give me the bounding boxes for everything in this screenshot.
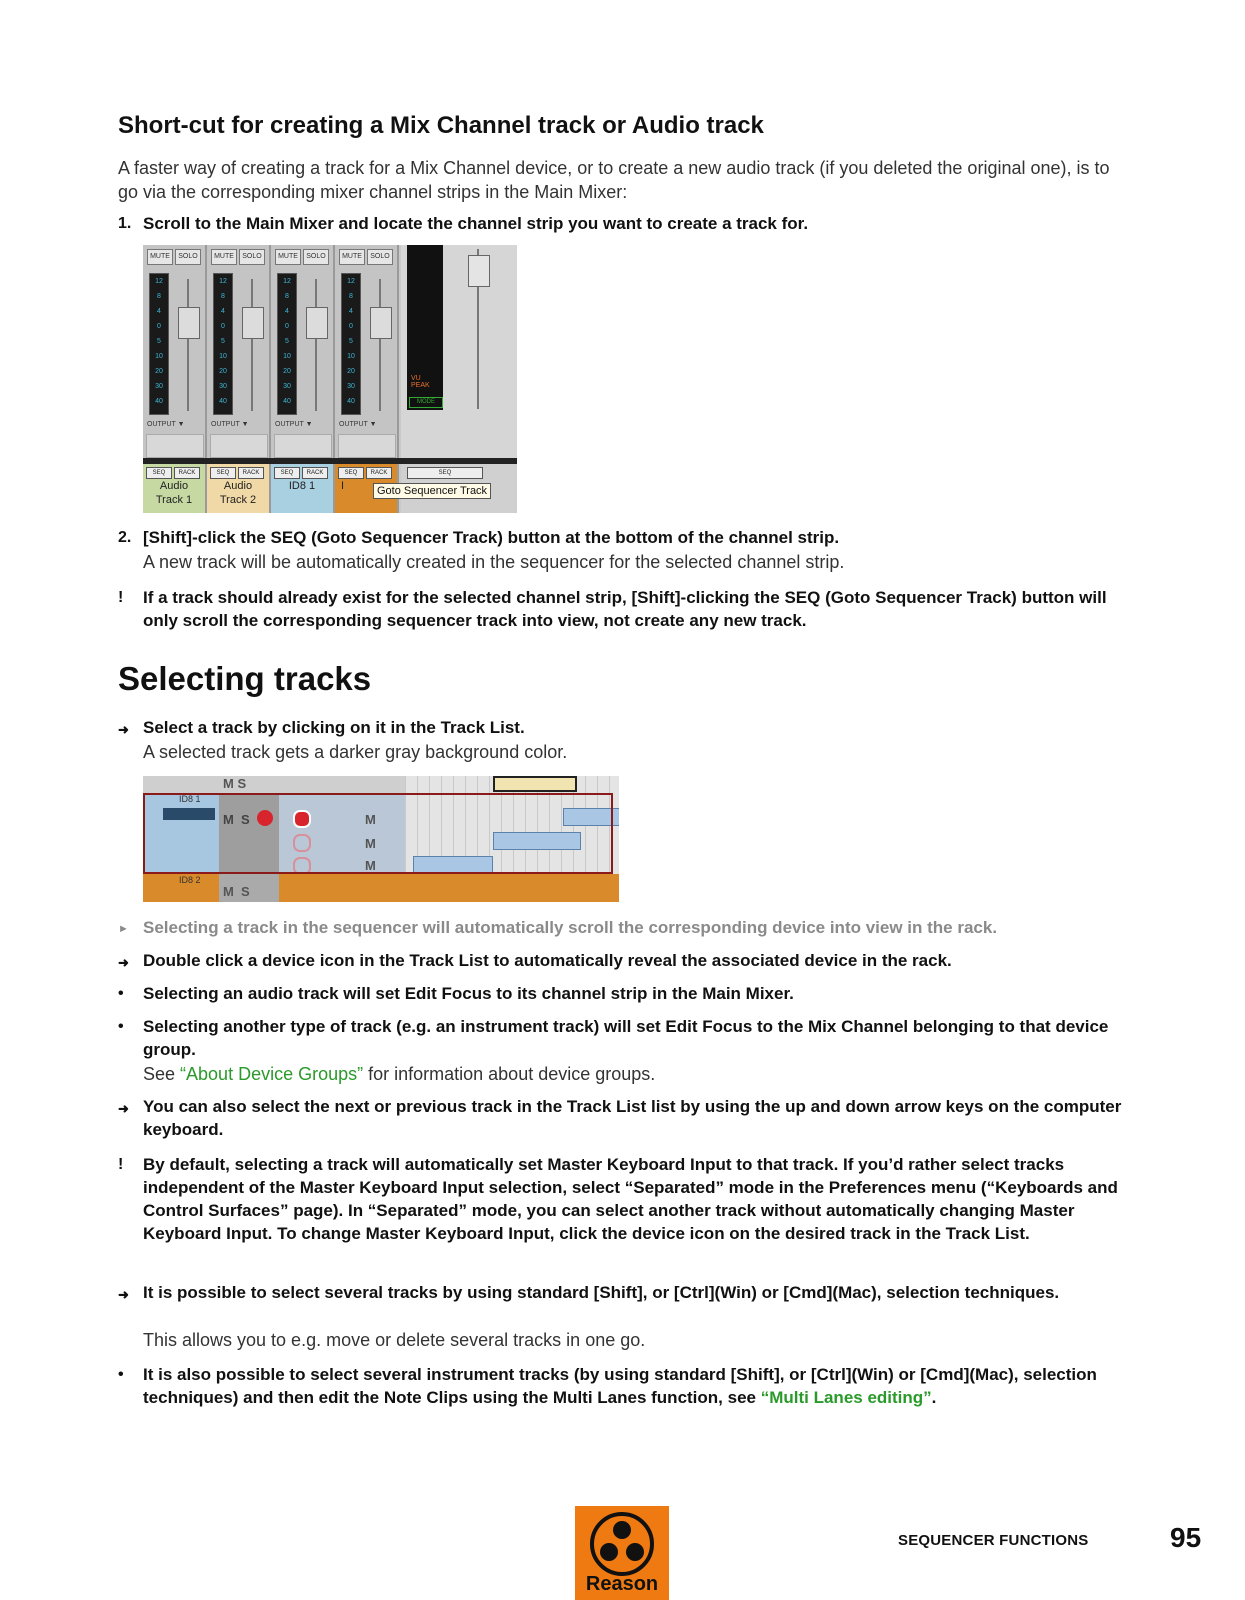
multi-lanes-editing-link[interactable]: “Multi Lanes editing” [760,1388,932,1407]
bullet: • [118,1018,124,1035]
note2-text: By default, selecting a track will automatically set Master Keyboard Input to that track. If you’d rather select tracks independent of the Master Keyboard Input selection, select “Separated” mode in the Preferences menu (“Keyboards and Control Surfaces” page). In “Separated” mode, you can select another track without automatically changing Master Keyboard Input. To change Master Keyboard Input, click the device icon on the desired track in the Track List. [143,1155,1118,1243]
arrow-marker: ➜ [118,722,129,737]
rack-button[interactable]: RACK [174,467,200,479]
seq-button-hovered[interactable]: SEQ [338,467,364,479]
volume-fader[interactable] [178,307,200,339]
selection-highlight [143,793,613,874]
mute-button[interactable]: MUTE [147,249,173,265]
step2-description: A new track will be automatically created in the sequencer for the selected channel strip. [143,552,845,572]
goto-sequencer-tooltip: Goto Sequencer Track [373,483,491,499]
mute-button[interactable]: MUTE [211,249,237,265]
track-mute-solo[interactable]: M S [223,776,247,791]
solo-button[interactable]: SOLO [367,249,393,265]
master-section [401,245,517,458]
note-marker: ! [118,589,124,606]
mute-button[interactable]: M [223,884,234,899]
note-marker: ! [118,1156,124,1173]
strip-label-2 [207,464,269,513]
sel1-description: A selected track gets a darker gray background color. [143,742,568,762]
sel7-text: It is possible to select several tracks by using standard [Shift], or [Ctrl](Win) or [Cmd](Mac), selection techniques. [143,1283,1060,1302]
lane-mute-button[interactable]: M [365,812,376,827]
volume-fader[interactable] [306,307,328,339]
track-name: ID8 1 [288,480,316,492]
track-list-screenshot [143,776,619,902]
section-heading: Short-cut for creating a Mix Channel track or Audio track [118,112,764,139]
master-fader[interactable] [468,255,490,287]
volume-fader[interactable] [242,307,264,339]
seq-button[interactable]: SEQ [274,467,300,479]
heading-selecting-tracks: Selecting tracks [118,660,372,697]
footer-section-title: SEQUENCER FUNCTIONS [898,1532,1089,1549]
sel2-text: Selecting a track in the sequencer will automatically scroll the corresponding device into view in the rack. [143,918,998,937]
arrow-marker: ➜ [118,1101,129,1116]
reason-logo [575,1506,669,1600]
volume-fader[interactable] [370,307,392,339]
sel6-text: You can also select the next or previous track in the Track List list by using the up and down arrow keys on the computer keyboard. [143,1097,1122,1139]
track-name: Audio Track 2 [219,480,257,506]
lane-mute-button[interactable]: M [365,858,376,873]
rack-button[interactable]: RACK [238,467,264,479]
track-name-id8-1: ID8 1 [179,794,201,804]
master-meter [407,245,443,410]
strip-label-1 [143,464,205,513]
track-name-id8-2: ID8 2 [179,875,201,885]
seq-button[interactable]: SEQ [210,467,236,479]
track-name: Audio Track 1 [155,480,193,506]
note1-text: If a track should already exist for the selected channel strip, [Shift]-clicking the SEQ (Goto Sequencer Track) button will only scroll the corresponding sequencer track into view, not create any new track. [143,588,1107,630]
solo-button[interactable]: S [241,812,250,827]
sel5-text: Selecting another type of track (e.g. an instrument track) will set Edit Focus to the Mix Channel belonging to that device group. [143,1017,1109,1059]
rack-button[interactable]: RACK [366,467,392,479]
arrow-marker: ➜ [118,955,129,970]
sel4-text: Selecting an audio track will set Edit Focus to its channel strip in the Main Mixer. [143,984,794,1003]
bullet: • [118,1366,124,1383]
output-selector[interactable]: OUTPUT ▼ [275,421,313,428]
intro-paragraph: A faster way of creating a track for a Mix Channel device, or to create a new audio track (if you deleted the original one), is to go via the corresponding mixer channel strips in the Main Mixer: [118,158,1110,202]
mode-button[interactable]: MODE [409,397,443,408]
strip-label-3 [271,464,333,513]
arrow-marker: ➜ [118,1287,129,1302]
about-device-groups-link[interactable]: “About Device Groups” [180,1064,364,1084]
seq-button[interactable]: SEQ [146,467,172,479]
level-meter: 12 8 4 0 5 10 20 30 40 [213,273,233,415]
mute-button[interactable]: MUTE [339,249,365,265]
mute-button[interactable]: M [223,812,234,827]
logo-text: Reason [585,1573,659,1595]
lane-mute-button[interactable]: M [365,836,376,851]
solo-button[interactable]: S [241,884,250,899]
bullet: • [118,985,124,1002]
sel3-text: Double click a device icon in the Track List to automatically reveal the associated device in the rack. [143,951,952,970]
solo-button[interactable]: SOLO [175,249,201,265]
seq-button[interactable]: SEQ [407,467,483,479]
output-selector[interactable]: OUTPUT ▼ [211,421,249,428]
solo-button[interactable]: SOLO [239,249,265,265]
main-mixer-screenshot [143,245,517,513]
rack-button[interactable]: RACK [302,467,328,479]
vu-peak-label: VU PEAK [411,375,430,389]
arrow-marker: ► [118,923,129,935]
output-selector[interactable]: OUTPUT ▼ [339,421,377,428]
sel8-text: It is also possible to select several instrument tracks (by using standard [Shift], or [Ctrl](Win) or [Cmd](Mac), selection techniques) and then edit the Note Clips using the Multi Lanes function, see “Multi Lanes editing”. [143,1365,1097,1407]
step2-number: 2. [118,529,132,546]
sel1-text: Select a track by clicking on it in the Track List. [143,718,525,737]
track-name: I [341,480,345,492]
level-meter: 12 8 4 0 5 10 20 30 40 [277,273,297,415]
step1-number: 1. [118,215,132,232]
reason-logo-icon [575,1506,669,1576]
page-number: 95 [1170,1522,1202,1553]
mute-button[interactable]: MUTE [275,249,301,265]
level-meter: 12 8 4 0 5 10 20 30 40 [149,273,169,415]
sel5-see: See “About Device Groups” for information about device groups. [143,1064,656,1084]
sel7-description: This allows you to e.g. move or delete several tracks in one go. [143,1330,646,1350]
step1-text: Scroll to the Main Mixer and locate the channel strip you want to create a track for. [143,214,809,233]
level-meter: 12 8 4 0 5 10 20 30 40 [341,273,361,415]
solo-button[interactable]: SOLO [303,249,329,265]
output-selector[interactable]: OUTPUT ▼ [147,421,185,428]
step2-text: [Shift]-click the SEQ (Goto Sequencer Track) button at the bottom of the channel strip. [143,528,840,547]
